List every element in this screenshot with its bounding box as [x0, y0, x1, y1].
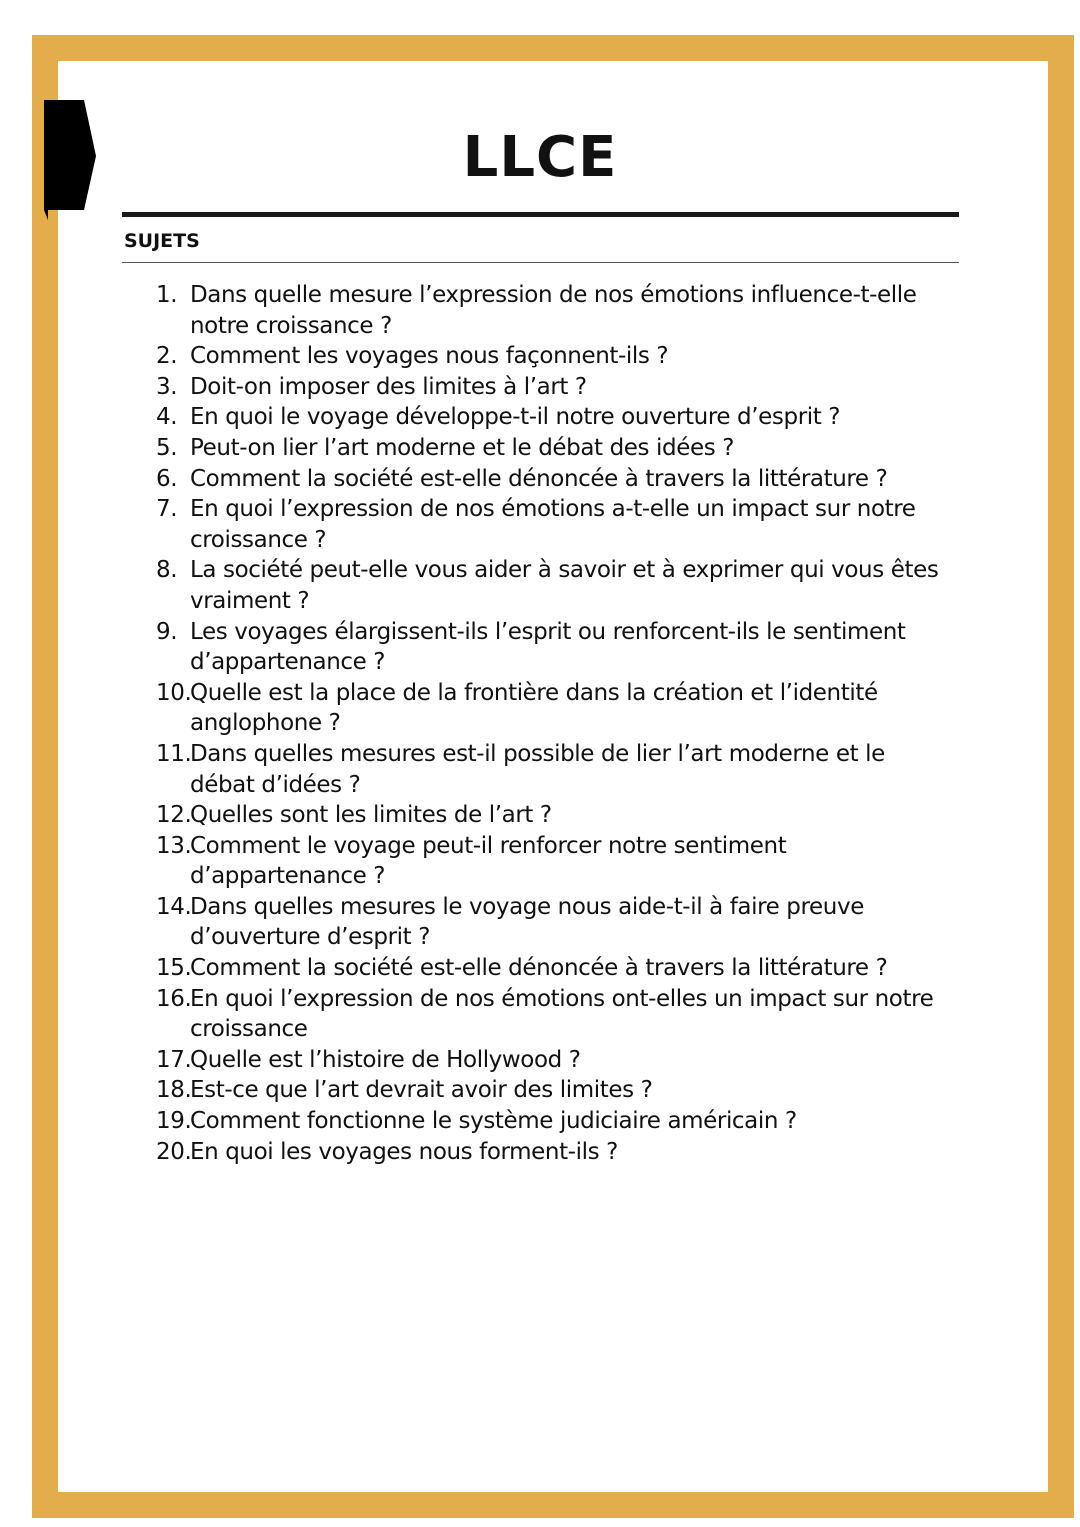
topic-text: Doit-on imposer des limites à l’art ?	[190, 373, 587, 400]
topic-item	[156, 617, 956, 678]
topic-number: 19.	[156, 1108, 192, 1135]
topic-number: 3.	[156, 373, 178, 400]
topic-item	[156, 739, 956, 800]
topic-item	[156, 892, 956, 953]
topic-text: En quoi l’expression de nos émotions ont-elles un impact sur notre croissance	[190, 985, 934, 1043]
topic-text: Dans quelle mesure l’expression de nos émotions influence-t-elle notre croissance ?	[190, 282, 917, 339]
topic-text: Dans quelles mesures le voyage nous aide-t-il à faire preuve d’ouverture d’esprit ?	[190, 893, 864, 951]
topic-item	[156, 800, 956, 831]
topic-item	[156, 494, 956, 555]
topic-number: 15.	[156, 955, 192, 982]
topic-number: 6.	[156, 465, 178, 492]
topic-text: Quelles sont les limites de l’art ?	[190, 802, 552, 829]
topic-number: 2.	[156, 343, 178, 370]
topic-item	[156, 372, 956, 403]
topic-number: 20.	[156, 1138, 192, 1165]
topic-text: Peut-on lier l’art moderne et le débat des idées ?	[190, 434, 735, 461]
topic-number: 16.	[156, 985, 192, 1012]
topic-text: Comment les voyages nous façonnent-ils ?	[190, 343, 669, 370]
topic-number: 10.	[156, 679, 192, 706]
topic-item	[156, 555, 956, 616]
topic-number: 4.	[156, 404, 178, 431]
topic-number: 17.	[156, 1046, 192, 1073]
topic-item	[156, 1106, 956, 1137]
topic-text: Quelle est la place de la frontière dans la création et l’identité anglophone ?	[190, 679, 878, 737]
topic-item	[156, 402, 956, 433]
topic-number: 14.	[156, 893, 192, 920]
topic-number: 8.	[156, 557, 178, 584]
title-divider	[122, 212, 959, 217]
topic-item	[156, 280, 956, 341]
section-label: SUJETS	[124, 230, 200, 252]
topic-item	[156, 678, 956, 739]
topics-list	[156, 280, 956, 1167]
topic-item	[156, 1137, 956, 1168]
topic-text: Comment la société est-elle dénoncée à travers la littérature ?	[190, 955, 888, 982]
topic-text: En quoi les voyages nous forment-ils ?	[190, 1138, 618, 1165]
topic-item	[156, 464, 956, 495]
topic-number: 11.	[156, 740, 192, 767]
topic-number: 13.	[156, 832, 192, 859]
topic-number: 5.	[156, 434, 178, 461]
topic-item	[156, 984, 956, 1045]
topic-text: Dans quelles mesures est-il possible de lier l’art moderne et le débat d’idées ?	[190, 740, 885, 798]
topic-number: 18.	[156, 1077, 192, 1104]
topic-item	[156, 1075, 956, 1106]
topic-text: Les voyages élargissent-ils l’esprit ou renforcent-ils le sentiment d’appartenance ?	[190, 618, 906, 676]
topic-item	[156, 953, 956, 984]
topic-number: 9.	[156, 618, 178, 645]
topic-text: La société peut-elle vous aider à savoir et à exprimer qui vous êtes vraiment ?	[190, 557, 939, 614]
topic-text: Quelle est l’histoire de Hollywood ?	[190, 1046, 581, 1073]
section-divider	[122, 262, 959, 263]
topic-number: 12.	[156, 802, 192, 829]
topic-text: Comment le voyage peut-il renforcer notre sentiment d’appartenance ?	[190, 832, 787, 890]
topic-text: Est-ce que l’art devrait avoir des limites ?	[190, 1077, 653, 1104]
topic-text: Comment la société est-elle dénoncée à travers la littérature ?	[190, 465, 888, 492]
page-title: LLCE	[462, 125, 618, 190]
topic-number: 7.	[156, 496, 178, 523]
topic-item	[156, 831, 956, 892]
topic-text: En quoi le voyage développe-t-il notre ouverture d’esprit ?	[190, 404, 841, 431]
topic-text: En quoi l’expression de nos émotions a-t-elle un impact sur notre croissance ?	[190, 496, 916, 553]
topic-item	[156, 433, 956, 464]
topic-item	[156, 1045, 956, 1076]
topic-number: 1.	[156, 282, 178, 308]
topic-item	[156, 341, 956, 372]
topic-text: Comment fonctionne le système judiciaire américain ?	[190, 1108, 797, 1135]
